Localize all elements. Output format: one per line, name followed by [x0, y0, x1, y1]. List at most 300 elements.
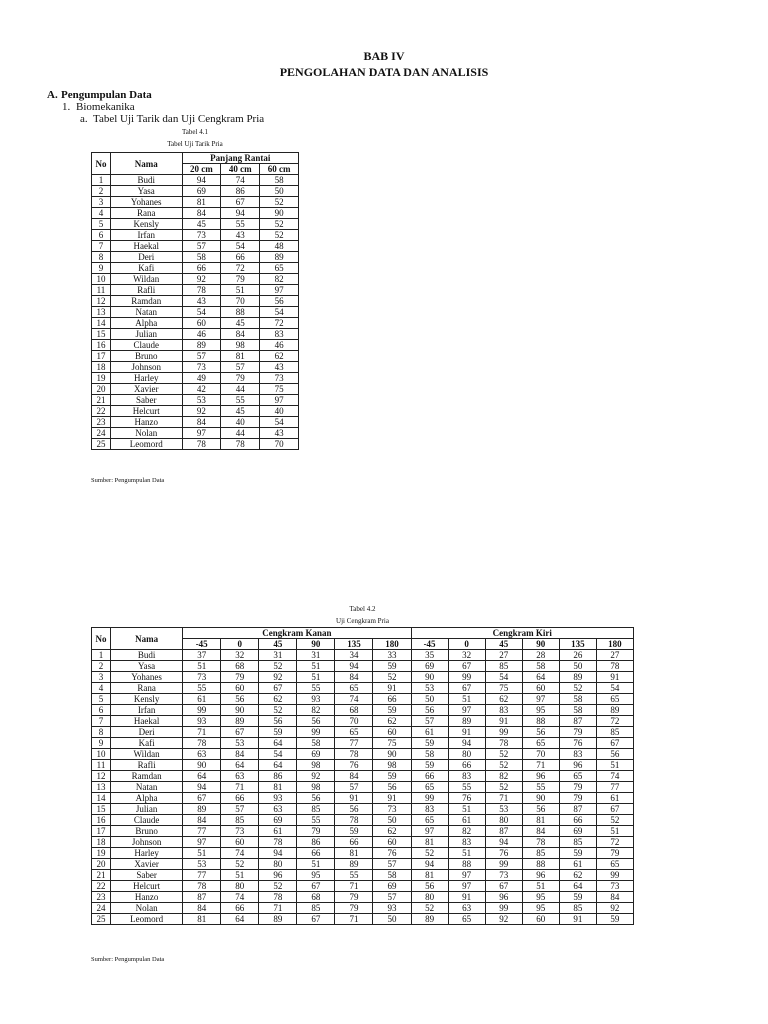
row-number: 17 — [92, 351, 111, 362]
row-value: 46 — [182, 329, 221, 340]
row-name: Wildan — [111, 749, 183, 760]
row-value: 66 — [221, 252, 260, 263]
row-value: 74 — [221, 892, 259, 903]
row-value: 95 — [522, 892, 559, 903]
row-value: 64 — [221, 914, 259, 925]
row-value: 94 — [259, 848, 297, 859]
row-value: 63 — [259, 804, 297, 815]
row-value: 70 — [522, 749, 559, 760]
row-value: 89 — [221, 716, 259, 727]
row-value: 57 — [221, 362, 260, 373]
row-value: 67 — [485, 881, 522, 892]
row-value: 59 — [259, 727, 297, 738]
row-name: Xavier — [110, 384, 182, 395]
row-value: 99 — [485, 859, 522, 870]
table-row — [92, 782, 634, 793]
row-name: Rafli — [110, 285, 182, 296]
row-value: 66 — [559, 815, 596, 826]
row-value: 85 — [485, 661, 522, 672]
row-value: 89 — [559, 672, 596, 683]
row-value: 58 — [373, 870, 411, 881]
row-value: 85 — [297, 804, 335, 815]
row-value: 80 — [221, 881, 259, 892]
row-value: 92 — [297, 771, 335, 782]
row-number: 13 — [92, 782, 111, 793]
row-name: Xavier — [111, 859, 183, 870]
row-value: 58 — [559, 694, 596, 705]
row-value: 93 — [183, 716, 221, 727]
row-number: 6 — [92, 705, 111, 716]
row-value: 79 — [297, 826, 335, 837]
row-value: 71 — [335, 914, 373, 925]
row-value: 43 — [182, 296, 221, 307]
row-value: 80 — [448, 749, 485, 760]
row-value: 84 — [335, 771, 373, 782]
row-value: 75 — [260, 384, 299, 395]
row-value: 84 — [522, 826, 559, 837]
table-row — [92, 650, 634, 661]
section-label: Pengumpulan Data — [61, 89, 152, 101]
row-value: 90 — [260, 208, 299, 219]
row-value: 74 — [596, 771, 633, 782]
row-value: 52 — [559, 683, 596, 694]
row-name: Saber — [111, 870, 183, 881]
row-value: 96 — [522, 771, 559, 782]
table1-caption-title: Tabel Uji Tarik Pria — [167, 140, 223, 148]
row-number: 17 — [92, 826, 111, 837]
row-value: 62 — [260, 351, 299, 362]
row-value: 61 — [559, 859, 596, 870]
row-value: 82 — [485, 771, 522, 782]
chapter-heading: BAB IV — [363, 49, 405, 63]
row-value: 99 — [485, 903, 522, 914]
table-row — [92, 837, 634, 848]
table-row — [92, 340, 299, 351]
row-value: 84 — [182, 208, 221, 219]
row-value: 88 — [448, 859, 485, 870]
row-value: 79 — [335, 903, 373, 914]
row-name: Julian — [111, 804, 183, 815]
row-value: 92 — [596, 903, 633, 914]
row-name: Bruno — [110, 351, 182, 362]
row-value: 58 — [182, 252, 221, 263]
row-value: 56 — [411, 705, 448, 716]
table1-source: Sumber: Pengumpulan Data — [91, 477, 165, 484]
row-value: 94 — [448, 738, 485, 749]
row-value: 80 — [485, 815, 522, 826]
row-number: 23 — [92, 417, 111, 428]
row-value: 94 — [335, 661, 373, 672]
row-value: 51 — [183, 661, 221, 672]
table-row — [92, 329, 299, 340]
row-number: 15 — [92, 804, 111, 815]
table-row — [92, 208, 299, 219]
row-number: 10 — [92, 749, 111, 760]
row-value: 83 — [411, 804, 448, 815]
row-value: 89 — [596, 705, 633, 716]
row-value: 97 — [448, 705, 485, 716]
row-value: 67 — [448, 661, 485, 672]
row-value: 97 — [260, 285, 299, 296]
row-value: 56 — [260, 296, 299, 307]
row-number: 21 — [92, 870, 111, 881]
row-number: 5 — [92, 219, 111, 230]
row-value: 76 — [335, 760, 373, 771]
row-value: 99 — [485, 727, 522, 738]
row-value: 94 — [183, 782, 221, 793]
table-row — [92, 738, 634, 749]
row-value: 66 — [221, 903, 259, 914]
row-value: 81 — [259, 782, 297, 793]
row-value: 66 — [411, 771, 448, 782]
row-number: 11 — [92, 285, 111, 296]
table-row — [92, 804, 634, 815]
row-name: Leomord — [111, 914, 183, 925]
table-row — [92, 274, 299, 285]
row-name: Ramdan — [111, 771, 183, 782]
row-value: 71 — [522, 760, 559, 771]
table-row — [92, 771, 634, 782]
row-value: 57 — [221, 804, 259, 815]
row-name: Yohanes — [110, 197, 182, 208]
row-value: 80 — [411, 892, 448, 903]
row-value: 52 — [485, 760, 522, 771]
row-number: 7 — [92, 716, 111, 727]
row-value: 78 — [221, 439, 260, 450]
row-value: 87 — [183, 892, 221, 903]
row-value: 78 — [485, 738, 522, 749]
row-value: 55 — [297, 683, 335, 694]
row-value: 72 — [596, 837, 633, 848]
row-value: 56 — [221, 694, 259, 705]
row-value: 52 — [596, 815, 633, 826]
table2-subcol-header: 135 — [559, 639, 596, 650]
row-value: 51 — [596, 760, 633, 771]
row-value: 82 — [260, 274, 299, 285]
row-name: Claude — [111, 815, 183, 826]
row-value: 71 — [485, 793, 522, 804]
row-value: 59 — [596, 914, 633, 925]
row-value: 95 — [522, 903, 559, 914]
row-value: 56 — [259, 716, 297, 727]
table-row — [92, 870, 634, 881]
row-value: 73 — [221, 826, 259, 837]
table-row — [92, 694, 634, 705]
row-value: 84 — [596, 892, 633, 903]
row-value: 79 — [221, 274, 260, 285]
table-row — [92, 815, 634, 826]
row-value: 59 — [559, 892, 596, 903]
row-value: 64 — [259, 760, 297, 771]
row-value: 60 — [182, 318, 221, 329]
row-value: 81 — [411, 870, 448, 881]
row-number: 5 — [92, 694, 111, 705]
row-value: 61 — [259, 826, 297, 837]
row-number: 8 — [92, 252, 111, 263]
table2-caption-number: Tabel 4.2 — [349, 605, 376, 613]
row-value: 67 — [297, 881, 335, 892]
row-value: 52 — [221, 859, 259, 870]
row-value: 65 — [335, 727, 373, 738]
row-value: 99 — [411, 793, 448, 804]
table2-source: Sumber: Pengumpulan Data — [91, 956, 165, 963]
table2-caption-title: Uji Cengkram Pria — [336, 617, 389, 625]
table1-group-header: Panjang Rantai — [182, 153, 299, 164]
subsection-heading-a — [80, 113, 264, 126]
row-value: 79 — [221, 373, 260, 384]
row-number: 3 — [92, 672, 111, 683]
row-value: 50 — [373, 914, 411, 925]
row-name: Bruno — [111, 826, 183, 837]
row-value: 81 — [182, 197, 221, 208]
table-uji-tarik — [91, 152, 299, 450]
row-value: 59 — [411, 760, 448, 771]
row-value: 83 — [260, 329, 299, 340]
row-value: 51 — [448, 694, 485, 705]
row-number: 9 — [92, 738, 111, 749]
row-value: 64 — [259, 738, 297, 749]
row-value: 71 — [183, 727, 221, 738]
row-value: 55 — [221, 219, 260, 230]
row-number: 19 — [92, 848, 111, 859]
row-value: 54 — [596, 683, 633, 694]
row-value: 81 — [522, 815, 559, 826]
row-value: 31 — [297, 650, 335, 661]
row-name: Johnson — [111, 837, 183, 848]
table2-subcol-header: 135 — [335, 639, 373, 650]
row-value: 51 — [297, 672, 335, 683]
row-value: 58 — [260, 175, 299, 186]
table-row — [92, 848, 634, 859]
row-number: 25 — [92, 914, 111, 925]
row-value: 55 — [221, 395, 260, 406]
row-name: Budi — [111, 650, 183, 661]
row-value: 59 — [335, 826, 373, 837]
row-value: 85 — [297, 903, 335, 914]
row-value: 44 — [221, 384, 260, 395]
row-value: 76 — [485, 848, 522, 859]
row-name: Kensly — [111, 694, 183, 705]
row-value: 74 — [221, 848, 259, 859]
row-value: 55 — [335, 870, 373, 881]
row-value: 84 — [221, 329, 260, 340]
row-number: 15 — [92, 329, 111, 340]
row-number: 25 — [92, 439, 111, 450]
row-value: 87 — [559, 804, 596, 815]
row-value: 97 — [183, 837, 221, 848]
row-value: 56 — [522, 727, 559, 738]
row-value: 51 — [221, 285, 260, 296]
row-value: 57 — [182, 351, 221, 362]
row-value: 57 — [373, 892, 411, 903]
row-value: 94 — [221, 208, 260, 219]
row-value: 80 — [259, 859, 297, 870]
row-value: 78 — [259, 837, 297, 848]
row-value: 90 — [373, 749, 411, 760]
row-value: 67 — [183, 793, 221, 804]
table2-group-kanan: Cengkram Kanan — [183, 628, 411, 639]
row-value: 46 — [260, 340, 299, 351]
row-value: 54 — [182, 307, 221, 318]
table-row — [92, 307, 299, 318]
row-value: 78 — [183, 881, 221, 892]
row-value: 67 — [596, 804, 633, 815]
row-value: 27 — [485, 650, 522, 661]
row-value: 87 — [559, 716, 596, 727]
row-value: 67 — [448, 683, 485, 694]
row-value: 69 — [373, 881, 411, 892]
row-value: 77 — [183, 826, 221, 837]
row-value: 59 — [559, 848, 596, 859]
row-value: 34 — [335, 650, 373, 661]
row-value: 75 — [485, 683, 522, 694]
row-value: 81 — [183, 914, 221, 925]
row-value: 64 — [183, 771, 221, 782]
row-value: 50 — [559, 661, 596, 672]
row-value: 61 — [448, 815, 485, 826]
row-value: 79 — [559, 793, 596, 804]
row-value: 85 — [559, 903, 596, 914]
row-number: 19 — [92, 373, 111, 384]
row-value: 74 — [221, 175, 260, 186]
table2-subcol-header: 0 — [221, 639, 259, 650]
row-value: 55 — [297, 815, 335, 826]
table2-subcol-header: 180 — [596, 639, 633, 650]
row-value: 62 — [485, 694, 522, 705]
row-value: 98 — [297, 760, 335, 771]
row-name: Hanzo — [110, 417, 182, 428]
row-value: 58 — [559, 705, 596, 716]
row-value: 50 — [411, 694, 448, 705]
row-name: Kafi — [110, 263, 182, 274]
row-value: 83 — [485, 705, 522, 716]
row-value: 64 — [522, 672, 559, 683]
row-value: 90 — [183, 760, 221, 771]
row-value: 51 — [596, 826, 633, 837]
row-value: 86 — [259, 771, 297, 782]
row-number: 24 — [92, 428, 111, 439]
row-value: 98 — [373, 760, 411, 771]
row-value: 73 — [373, 804, 411, 815]
row-value: 79 — [221, 672, 259, 683]
row-name: Irfan — [111, 705, 183, 716]
table2-subcol-header: 45 — [485, 639, 522, 650]
row-value: 27 — [596, 650, 633, 661]
row-value: 53 — [183, 859, 221, 870]
row-value: 63 — [183, 749, 221, 760]
row-number: 10 — [92, 274, 111, 285]
row-number: 22 — [92, 881, 111, 892]
row-name: Harley — [111, 848, 183, 859]
row-number: 20 — [92, 384, 111, 395]
row-value: 99 — [448, 672, 485, 683]
row-value: 78 — [335, 815, 373, 826]
row-name: Natan — [111, 782, 183, 793]
row-value: 56 — [297, 716, 335, 727]
row-value: 92 — [182, 406, 221, 417]
row-name: Haekal — [111, 716, 183, 727]
row-value: 52 — [411, 848, 448, 859]
row-value: 65 — [596, 694, 633, 705]
row-value: 52 — [411, 903, 448, 914]
row-value: 61 — [596, 793, 633, 804]
row-value: 77 — [335, 738, 373, 749]
table-row — [92, 914, 634, 925]
chapter-title: PENGOLAHAN DATA DAN ANALISIS — [279, 65, 489, 79]
table2-subcol-header: 45 — [259, 639, 297, 650]
row-value: 99 — [297, 727, 335, 738]
row-number: 1 — [92, 175, 111, 186]
row-value: 65 — [559, 771, 596, 782]
row-value: 91 — [448, 727, 485, 738]
row-name: Johnson — [110, 362, 182, 373]
table-row — [92, 296, 299, 307]
row-value: 55 — [522, 782, 559, 793]
row-value: 84 — [182, 417, 221, 428]
row-value: 66 — [448, 760, 485, 771]
table2-col-no: No — [92, 628, 111, 650]
row-value: 60 — [522, 683, 559, 694]
row-value: 94 — [182, 175, 221, 186]
row-value: 52 — [485, 749, 522, 760]
row-value: 97 — [260, 395, 299, 406]
row-name: Yasa — [110, 186, 182, 197]
row-value: 76 — [448, 793, 485, 804]
row-name: Irfan — [110, 230, 182, 241]
row-value: 67 — [297, 914, 335, 925]
row-value: 65 — [411, 782, 448, 793]
subsection-letter: a. — [80, 113, 88, 125]
row-value: 35 — [411, 650, 448, 661]
row-value: 70 — [335, 716, 373, 727]
table-row — [92, 241, 299, 252]
row-name: Leomord — [110, 439, 182, 450]
table1-subcol-header: 20 cm — [182, 164, 221, 175]
row-value: 32 — [221, 650, 259, 661]
row-value: 65 — [448, 914, 485, 925]
row-number: 14 — [92, 793, 111, 804]
row-value: 67 — [221, 727, 259, 738]
row-value: 69 — [297, 749, 335, 760]
row-value: 54 — [485, 672, 522, 683]
row-value: 45 — [221, 406, 260, 417]
row-name: Hanzo — [111, 892, 183, 903]
row-name: Rafli — [111, 760, 183, 771]
subsection-a-label: Tabel Uji Tarik dan Uji Cengkram Pria — [93, 113, 265, 125]
row-value: 79 — [335, 892, 373, 903]
row-value: 59 — [411, 738, 448, 749]
table-row — [92, 705, 634, 716]
row-value: 60 — [221, 837, 259, 848]
row-value: 86 — [221, 186, 260, 197]
row-value: 69 — [411, 661, 448, 672]
row-value: 66 — [221, 793, 259, 804]
row-value: 89 — [183, 804, 221, 815]
row-value: 99 — [596, 870, 633, 881]
row-value: 67 — [596, 738, 633, 749]
row-value: 85 — [559, 837, 596, 848]
row-value: 45 — [182, 219, 221, 230]
table-row — [92, 760, 634, 771]
row-value: 60 — [522, 914, 559, 925]
table1-subcol-header: 40 cm — [221, 164, 260, 175]
row-value: 56 — [522, 804, 559, 815]
row-name: Helcurt — [110, 406, 182, 417]
row-name: Deri — [110, 252, 182, 263]
row-value: 58 — [411, 749, 448, 760]
row-number: 13 — [92, 307, 111, 318]
row-value: 37 — [183, 650, 221, 661]
